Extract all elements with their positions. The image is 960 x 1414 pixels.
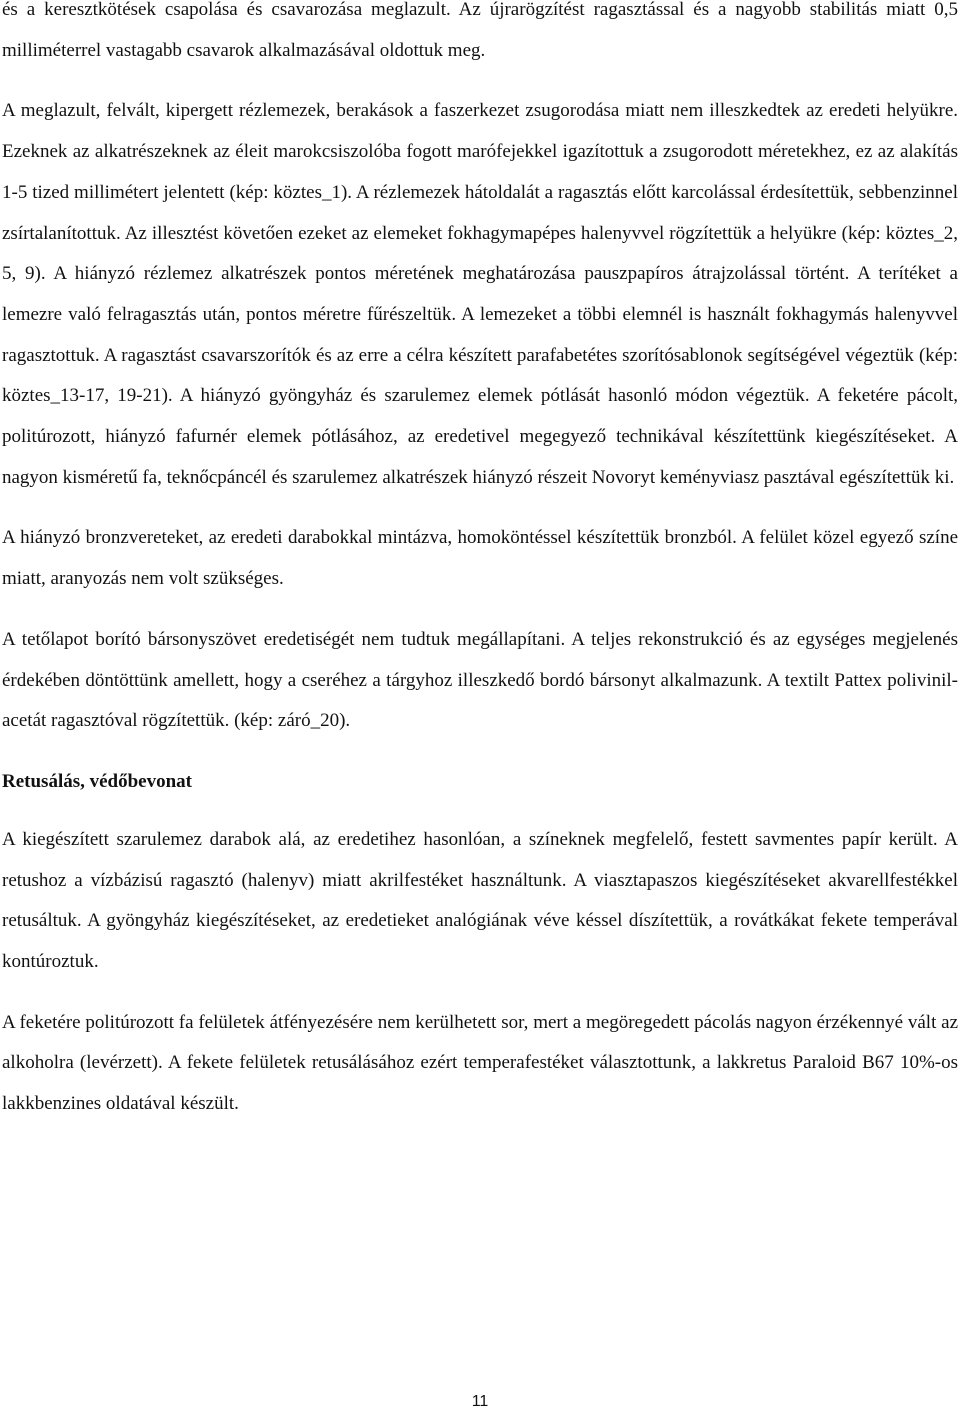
paragraph-retouching: A kiegészített szarulemez darabok alá, az eredetihez hasonlóan, a színeknek megfelelő, festett savmentes papír került. A retushoz a vízbázisú ragasztó (halenyv) miatt akrilfestéket használtunk. A viasztapaszos kiegészítéseket akvarellfestékkel retusáltuk. A gyöngyház kiegészítéseket, az eredetieket analógiának véve késsel díszítettük, a rovátkákat fekete temperával kontúroztuk.	[2, 828, 958, 973]
section-heading: Retusálás, védőbevonat	[2, 770, 193, 792]
document-body	[2, 0, 958, 1145]
page-number: 11	[471, 1393, 489, 1410]
paragraph-polished-surfaces: A feketére politúrozott fa felületek átfényezésére nem kerülhetett sor, mert a megöregedett pácolás nagyon érzékennyé vált az alkoholra (levérzett). A fekete felületek retusálásához ezért temperafestéket választottunk, a lakkretus Paraloid B67 10%-os lakkbenzines oldatával készült.	[2, 1011, 958, 1115]
paragraph-velvet: A tetőlapot borító bársonyszövet eredetiségét nem tudtuk megállapítani. A teljes rekonstrukció és az egységes megjelenés érdekében döntöttünk amellett, hogy a cseréhez a tárgyhoz illeszkedő bordó bársonyt alkalmazunk. A textilt Pattex polivinil-acetát ragasztóval rögzítettük. (kép: záró_20).	[2, 628, 958, 732]
paragraph-copper-plates: A meglazult, felvált, kipergett rézlemezek, berakások a faszerkezet zsugorodása miatt nem illeszkedtek az eredeti helyükre. Ezeknek az alkatrészeknek az éleit marokcsiszolóba fogott marófejekkel igazítottuk a zsugorodott méretekhez, ez az alakítás 1-5 tized millimétert jelentett (kép: köztes_1). A rézlemezek hátoldalát a ragasztás előtt karcolással érdesítettük, sebbenzinnel zsírtalanítottuk. Az illesztést követően ezeket az elemeket fokhagymapépes halenyvvel rögzítettük a helyükre (kép: köztes_2, 5, 9). A hiányzó rézlemez alkatrészek pontos méretének meghatározása pauszpapíros átrajzolással történt. A terítéket a lemezre való felragasztás után, pontos méretre fűrészeltük. A lemezeket a többi elemnél is használt fokhagymás halenyvvel ragasztottuk. A ragasztást csavarszorítók és az erre a célra készített parafabetétes szorítósablonok segítségével végeztük (kép: köztes_13-17, 19-21). A hiányzó gyöngyház és szarulemez elemek pótlását hasonló módon végeztük. A feketére pácolt, politúrozott, hiányzó fafurnér elemek pótlásához, az eredetivel megegyező technikával készítettünk kiegészítéseket. A nagyon kisméretű fa, teknőcpáncél és szarulemez alkatrészek hiányzó részeit Novoryt keményviasz pasztával egészítettük ki.	[2, 100, 958, 488]
paragraph-bronze-fittings: A hiányzó bronzvereteket, az eredeti darabokkal mintázva, homoköntéssel készítettük bronzból. A felület közel egyező színe miatt, aranyozás nem volt szükséges.	[2, 527, 958, 590]
paragraph-continuation: és a keresztkötések csapolása és csavarozása meglazult. Az újrarögzítést ragasztással és a nagyobb stabilitás miatt 0,5 milliméterrel vastagabb csavarok alkalmazásával oldottuk meg.	[2, 0, 958, 61]
